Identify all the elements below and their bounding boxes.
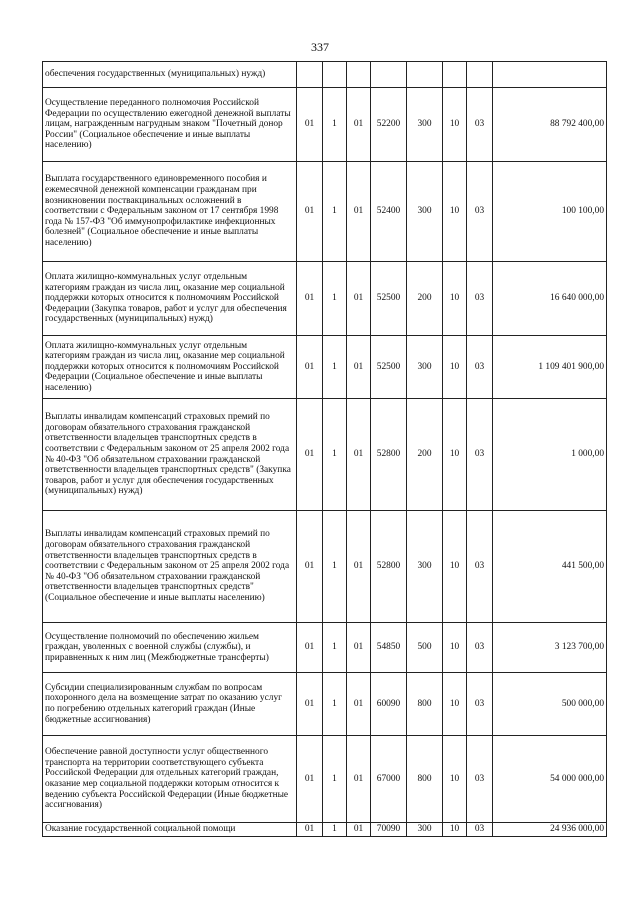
row-code-1 bbox=[297, 62, 323, 88]
table-row bbox=[43, 88, 607, 162]
row-code-1: 01 bbox=[297, 823, 323, 837]
row-code-1: 01 bbox=[297, 511, 323, 623]
row-code-2 bbox=[323, 62, 347, 88]
row-code-7: 03 bbox=[467, 336, 493, 399]
row-amount: 500 000,00 bbox=[493, 673, 607, 736]
row-code-5: 800 bbox=[407, 736, 443, 823]
row-code-5: 500 bbox=[407, 623, 443, 673]
row-code-5: 200 bbox=[407, 262, 443, 336]
row-code-7: 03 bbox=[467, 623, 493, 673]
row-code-2: 1 bbox=[323, 262, 347, 336]
row-code-4: 52500 bbox=[371, 336, 407, 399]
row-code-6 bbox=[443, 62, 467, 88]
row-code-4: 52800 bbox=[371, 511, 407, 623]
row-code-1: 01 bbox=[297, 336, 323, 399]
row-amount: 24 936 000,00 bbox=[493, 823, 607, 837]
row-code-4: 67000 bbox=[371, 736, 407, 823]
row-code-6: 10 bbox=[443, 736, 467, 823]
row-amount: 1 000,00 bbox=[493, 399, 607, 511]
row-code-7: 03 bbox=[467, 262, 493, 336]
table-row bbox=[43, 399, 607, 511]
row-code-7: 03 bbox=[467, 736, 493, 823]
row-code-7: 03 bbox=[467, 511, 493, 623]
row-description: Осуществление переданного полномочия Российской Федерации по осуществлению ежегодной денежной выплаты лицам, награжденным нагрудным знаком "Почетный донор России" (Социальное обеспечение и иные выплаты населению) bbox=[43, 88, 297, 162]
row-description: Оказание государственной социальной помощи bbox=[43, 823, 297, 837]
row-amount: 3 123 700,00 bbox=[493, 623, 607, 673]
row-code-6: 10 bbox=[443, 262, 467, 336]
row-code-5: 300 bbox=[407, 162, 443, 262]
page-number: 337 bbox=[311, 40, 329, 54]
row-amount: 16 640 000,00 bbox=[493, 262, 607, 336]
row-code-6: 10 bbox=[443, 88, 467, 162]
row-code-3: 01 bbox=[347, 399, 371, 511]
row-code-3: 01 bbox=[347, 823, 371, 837]
row-description: Оплата жилищно-коммунальных услуг отдельным категориям граждан из числа лиц, оказание мер социальной поддержки которых относится к полномочиям Российской Федерации (Социальное обеспечение и иные выплаты населению) bbox=[43, 336, 297, 399]
row-description: Выплаты инвалидам компенсаций страховых премий по договорам обязательного страхования гражданской ответственности владельцев транспортных средств в соответствии с Федеральным законом от 25 апреля 2002 года № 40-ФЗ "Об обязательном страховании гражданской ответственности владельцев транспортных средств" (Закупка товаров, работ и услуг для обеспечения государственных (муниципальных) нужд) bbox=[43, 399, 297, 511]
row-code-4: 52800 bbox=[371, 399, 407, 511]
row-code-5: 300 bbox=[407, 336, 443, 399]
row-code-3: 01 bbox=[347, 336, 371, 399]
row-code-5: 200 bbox=[407, 399, 443, 511]
row-code-3: 01 bbox=[347, 673, 371, 736]
row-code-4 bbox=[371, 62, 407, 88]
row-code-6: 10 bbox=[443, 673, 467, 736]
row-description: Обеспечение равной доступности услуг общественного транспорта на территории соответствующего субъекта Российской Федерации для отдельных категорий граждан, оказание мер социальной поддержки которым относится к ведению субъекта Российской Федерации (Иные бюджетные ассигнования) bbox=[43, 736, 297, 823]
row-code-5: 300 bbox=[407, 511, 443, 623]
row-code-3: 01 bbox=[347, 88, 371, 162]
row-code-5: 800 bbox=[407, 673, 443, 736]
row-description: Осуществление полномочий по обеспечению жильем граждан, уволенных с военной службы (службы), и приравненных к ним лиц (Межбюджетные трансферты) bbox=[43, 623, 297, 673]
row-amount: 88 792 400,00 bbox=[493, 88, 607, 162]
row-code-7 bbox=[467, 62, 493, 88]
row-code-1: 01 bbox=[297, 262, 323, 336]
row-amount: 441 500,00 bbox=[493, 511, 607, 623]
row-code-3: 01 bbox=[347, 262, 371, 336]
row-description: Оплата жилищно-коммунальных услуг отдельным категориям граждан из числа лиц, оказание мер социальной поддержки которых относится к полномочиям Российской Федерации (Закупка товаров, работ и услуг для обеспечения государственных (муниципальных) нужд) bbox=[43, 262, 297, 336]
table-row bbox=[43, 623, 607, 673]
table-row bbox=[43, 262, 607, 336]
row-code-2: 1 bbox=[323, 162, 347, 262]
row-code-7: 03 bbox=[467, 673, 493, 736]
row-code-2: 1 bbox=[323, 823, 347, 837]
row-code-2: 1 bbox=[323, 88, 347, 162]
row-code-3: 01 bbox=[347, 511, 371, 623]
table-row bbox=[43, 823, 607, 837]
row-code-7: 03 bbox=[467, 162, 493, 262]
row-code-4: 52200 bbox=[371, 88, 407, 162]
row-code-5: 300 bbox=[407, 88, 443, 162]
row-code-5 bbox=[407, 62, 443, 88]
row-amount: 1 109 401 900,00 bbox=[493, 336, 607, 399]
row-code-3: 01 bbox=[347, 623, 371, 673]
row-code-2: 1 bbox=[323, 511, 347, 623]
row-code-3: 01 bbox=[347, 162, 371, 262]
row-amount: 100 100,00 bbox=[493, 162, 607, 262]
row-code-2: 1 bbox=[323, 623, 347, 673]
row-code-6: 10 bbox=[443, 162, 467, 262]
table-row bbox=[43, 336, 607, 399]
row-code-7: 03 bbox=[467, 399, 493, 511]
row-code-4: 70090 bbox=[371, 823, 407, 837]
row-description: Выплата государственного единовременного пособия и ежемесячной денежной компенсации гражданам при возникновении поствакцинальных осложнений в соответствии с Федеральным законом от 17 сентября 1998 года № 157-ФЗ "Об иммунопрофилактике инфекционных болезней" (Социальное обеспечение и иные выплаты населению) bbox=[43, 162, 297, 262]
table-row bbox=[43, 511, 607, 623]
table-row bbox=[43, 673, 607, 736]
row-code-2: 1 bbox=[323, 736, 347, 823]
row-code-1: 01 bbox=[297, 623, 323, 673]
row-code-6: 10 bbox=[443, 399, 467, 511]
row-amount: 54 000 000,00 bbox=[493, 736, 607, 823]
row-code-6: 10 bbox=[443, 336, 467, 399]
row-description: Субсидии специализированным службам по вопросам похоронного дела на возмещение затрат по оказанию услуг по погребению отдельных категорий граждан (Иные бюджетные ассигнования) bbox=[43, 673, 297, 736]
row-code-6: 10 bbox=[443, 511, 467, 623]
row-code-3: 01 bbox=[347, 736, 371, 823]
row-code-6: 10 bbox=[443, 623, 467, 673]
table-row bbox=[43, 736, 607, 823]
table-row bbox=[43, 62, 607, 88]
row-code-3 bbox=[347, 62, 371, 88]
row-code-4: 54850 bbox=[371, 623, 407, 673]
row-description: обеспечения государственных (муниципальных) нужд) bbox=[43, 62, 297, 88]
row-code-2: 1 bbox=[323, 336, 347, 399]
budget-table bbox=[42, 61, 607, 837]
row-code-1: 01 bbox=[297, 736, 323, 823]
row-code-1: 01 bbox=[297, 88, 323, 162]
row-code-7: 03 bbox=[467, 88, 493, 162]
row-code-6: 10 bbox=[443, 823, 467, 837]
table-row bbox=[43, 162, 607, 262]
row-amount bbox=[493, 62, 607, 88]
row-code-4: 52500 bbox=[371, 262, 407, 336]
row-code-1: 01 bbox=[297, 162, 323, 262]
row-code-4: 60090 bbox=[371, 673, 407, 736]
row-code-7: 03 bbox=[467, 823, 493, 837]
row-description: Выплаты инвалидам компенсаций страховых премий по договорам обязательного страхования гражданской ответственности владельцев транспортных средств в соответствии с Федеральным законом от 25 апреля 2002 года № 40-ФЗ "Об обязательном страховании гражданской ответственности владельцев транспортных средств" (Социальное обеспечение и иные выплаты населению) bbox=[43, 511, 297, 623]
row-code-1: 01 bbox=[297, 399, 323, 511]
row-code-2: 1 bbox=[323, 399, 347, 511]
row-code-1: 01 bbox=[297, 673, 323, 736]
row-code-4: 52400 bbox=[371, 162, 407, 262]
row-code-5: 300 bbox=[407, 823, 443, 837]
row-code-2: 1 bbox=[323, 673, 347, 736]
